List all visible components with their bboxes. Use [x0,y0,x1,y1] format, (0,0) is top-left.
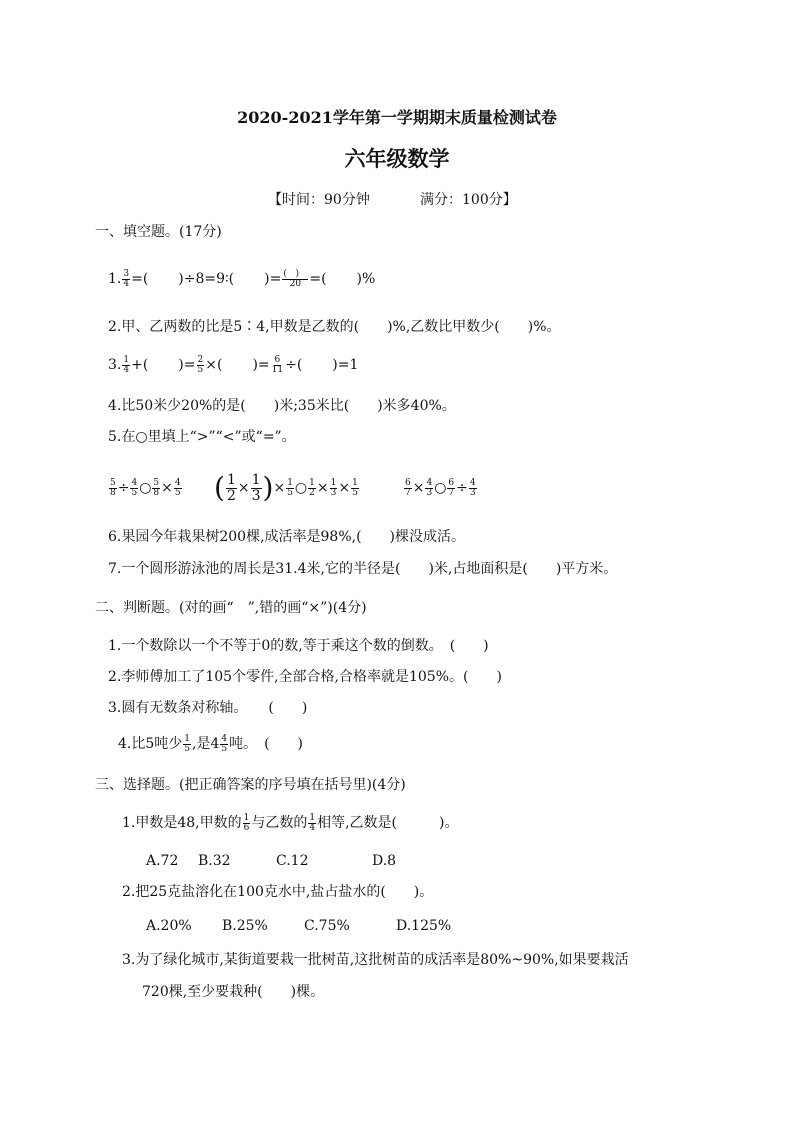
section3-heading: 三、选择题。(把正确答案的序号填在括号里)(4分) [95,777,406,793]
section1-q1: 1. $\frac{3}{4}$ =( )÷8=9∶( )= $\frac{( )}{20}$ =( )% [108,268,376,289]
option-d: D.125% [396,918,452,934]
section3-q3-line2: 720棵,至少要栽种( )棵。 [142,984,325,1000]
section1-q5: 5.在○里填上“>”“<”或“=”。 [108,429,296,445]
compare-expression-b: ( $\frac{1}{2}$ × $\frac{1}{3}$ )× $\frac{1}{5}$ ○ $\frac{1}{2}$ × $\frac{1}{3}$ × $\frac{1}{5}$ [214,471,358,504]
section3-q3-line1: 3.为了绿化城市,某街道要栽一批树苗,这批树苗的成活率是80%~90%,如果要栽活 [122,952,629,968]
compare-expression-c: $\frac{6}{7}$ × $\frac{4}{3}$ ○ $\frac{6}{7}$ ÷ $\frac{4}{3}$ [405,477,476,498]
exam-title: 2020-2021学年第一学期期末质量检测试卷 [237,108,557,127]
option-b: B.32 [198,853,231,869]
section1-q2: 2.甲、乙两数的比是5∶4,甲数是乙数的( )%,乙数比甲数少( )%。 [108,319,561,335]
option-b: B.25% [222,918,268,934]
section3-q1-options [146,851,396,871]
section2-q4: 4.比5吨少 $\frac{1}{5}$ ,是4 $\frac{4}{5}$ 吨。 ( ) [118,733,304,754]
compare-expression-a: $\frac{5}{8}$ ÷ $\frac{4}{5}$ ○ $\frac{5}{8}$ × $\frac{4}{5}$ [110,477,181,498]
section1-q3: 3. $\frac{1}{4}$ +( )= $\frac{2}{5}$ ×( )= $\frac{6}{11}$ ÷( )=1 [108,354,359,375]
option-a: A.20% [146,918,192,934]
section2-heading: 二、判断题。(对的画“ ”,错的画“×”)(4分) [95,600,367,616]
section3-q1: 1.甲数是48,甲数的 $\frac{1}{6}$ 与乙数的 $\frac{1}{4}$ 相等,乙数是( )。 [122,812,459,833]
section3-q2: 2.把25克盐溶化在100克水中,盐占盐水的( )。 [122,884,434,900]
exam-subtitle: 六年级数学 [344,146,450,171]
option-c: C.12 [276,853,309,869]
section1-q4: 4.比50米少20%的是( )米;35米比( )米多40%。 [108,398,456,414]
option-c: C.75% [304,918,350,934]
compare-circle: ○ [434,480,447,496]
exam-score-info: 满分：100分】 [420,192,517,208]
option-d: D.8 [372,853,397,869]
section2-q2: 2.李师傅加工了105个零件,全部合格,合格率就是105%。( ) [108,669,502,685]
fraction-blank-over-20: $\frac{( )}{20}$ [282,270,308,289]
compare-circle: ○ [139,480,152,496]
compare-circle: ○ [294,480,308,496]
exam-time-info: 【时间：90分钟 [268,192,370,208]
section1-q7: 7.一个圆形游泳池的周长是31.4米,它的半径是( )米,占地面积是( )平方米。 [108,561,618,577]
section1-heading: 一、填空题。(17分) [95,224,222,240]
section3-q2-options [146,916,451,936]
fraction: $\frac{3}{4}$ [123,268,130,289]
section1-q6: 6.果园今年栽果树200棵,成活率是98%,( )棵没成活。 [108,529,466,545]
section2-q3: 3.圆有无数条对称轴。 ( ) [108,700,308,716]
option-a: A.72 [146,853,179,869]
section2-q1: 1.一个数除以一个不等于0的数,等于乘这个数的倒数。 ( ) [108,638,489,654]
